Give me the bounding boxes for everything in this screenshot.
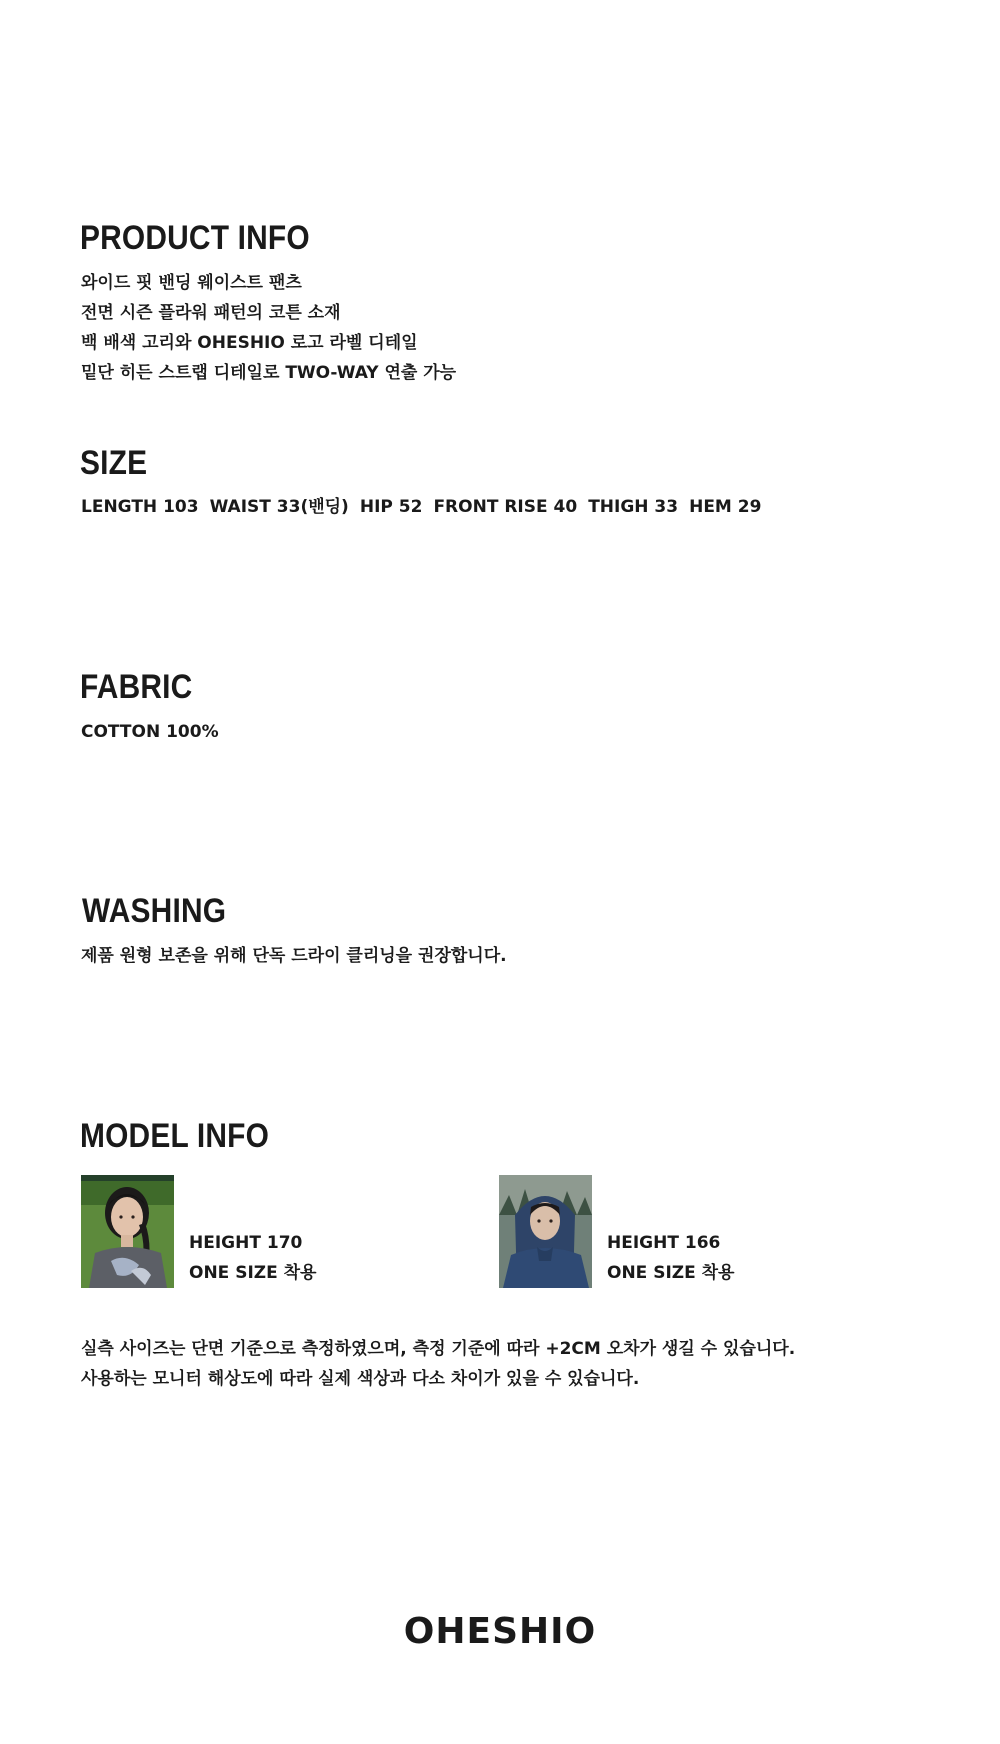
color-note: 사용하는 모니터 해상도에 따라 실제 색상과 다소 차이가 있을 수 있습니다. <box>81 1369 640 1389</box>
model-photo <box>81 1175 174 1288</box>
size-waist: WAIST 33(밴딩) <box>209 497 349 517</box>
model-card <box>81 1175 316 1288</box>
model-photo-image <box>499 1175 592 1288</box>
fabric-heading: FABRIC <box>80 668 193 706</box>
model-info-heading: MODEL INFO <box>80 1117 270 1155</box>
model-size: ONE SIZE 착용 <box>189 1263 317 1283</box>
size-heading: SIZE <box>80 444 148 482</box>
size-thigh: THIGH 33 <box>588 497 679 517</box>
size-front-rise: FRONT RISE 40 <box>433 497 578 517</box>
product-info-line: 백 배색 고리와 OHESHIO 로고 라벨 디테일 <box>81 333 418 353</box>
model-card <box>499 1175 734 1288</box>
size-measurements <box>81 493 761 521</box>
product-info-line: 전면 시즌 플라워 패턴의 코튼 소재 <box>81 303 341 323</box>
washing-text: 제품 원형 보존을 위해 단독 드라이 클리닝을 권장합니다. <box>81 946 507 966</box>
model-details <box>189 1228 316 1288</box>
product-info-line: 와이드 핏 밴딩 웨이스트 팬츠 <box>81 273 302 293</box>
model-height: HEIGHT 170 <box>189 1233 303 1253</box>
model-size: ONE SIZE 착용 <box>607 1263 735 1283</box>
model-photo-image <box>81 1175 174 1288</box>
brand-logo: OHESHIO <box>403 1611 597 1652</box>
size-note: 실측 사이즈는 단면 기준으로 측정하였으며, 측정 기준에 따라 +2CM 오차가 생길 수 있습니다. <box>81 1339 796 1359</box>
fabric-text: COTTON 100% <box>81 722 219 742</box>
model-height: HEIGHT 166 <box>607 1233 721 1253</box>
size-hem: HEM 29 <box>689 497 762 517</box>
model-photo <box>499 1175 592 1288</box>
size-hip: HIP 52 <box>359 497 423 517</box>
model-details <box>607 1228 734 1288</box>
product-info-line: 밑단 히든 스트랩 디테일로 TWO-WAY 연출 가능 <box>81 363 457 383</box>
washing-heading: WASHING <box>82 892 227 930</box>
product-info-heading: PRODUCT INFO <box>80 219 310 257</box>
product-info-list <box>81 268 456 388</box>
size-length: LENGTH 103 <box>81 497 199 517</box>
